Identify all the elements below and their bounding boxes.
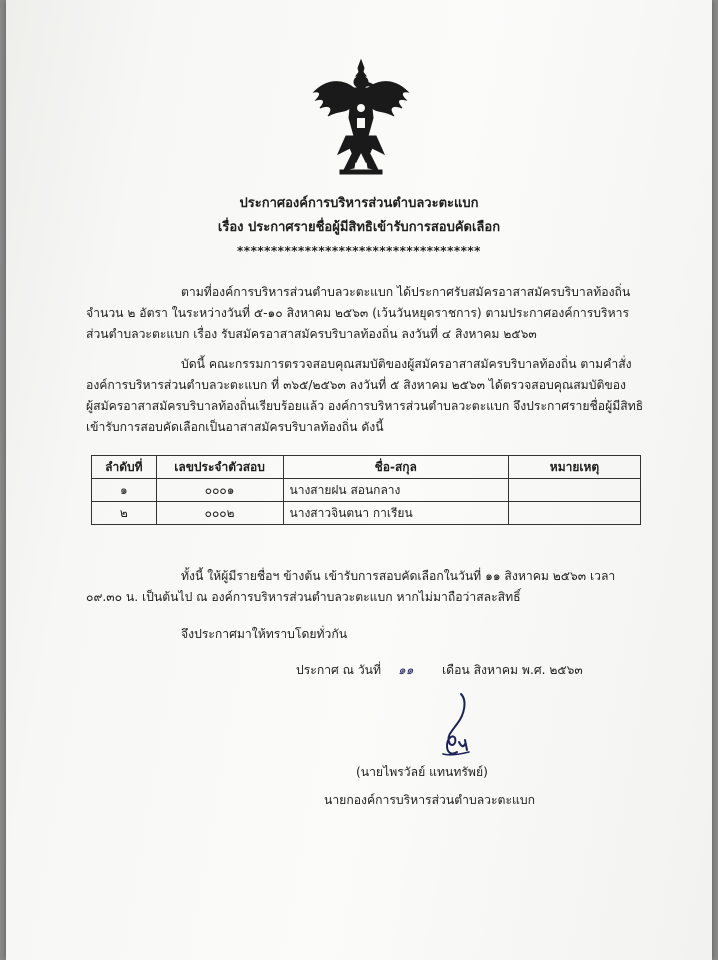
signer-position: นายกองค์การบริหารส่วนตำบลวะตะแบก — [324, 793, 535, 807]
candidates-table — [91, 455, 641, 525]
announcement-month-year: เดือน สิงหาคม พ.ศ. ๒๕๖๓ — [442, 663, 583, 677]
table-header-row — [92, 456, 641, 479]
cell-order: ๑ — [92, 479, 157, 502]
paragraph-2-line-1: บัดนี้ คณะกรรมการตรวจสอบคุณสมบัติของผู้สมัครอาสาสมัครบริบาลท้องถิ่น ตามคำสั่ง — [181, 357, 632, 371]
paragraph-3-line-2: ๐๙.๓๐ น. เป็นต้นไป ณ องค์การบริหารส่วนตำบลวะตะแบก หากไม่มาถือว่าสละสิทธิ์ — [86, 590, 521, 604]
cell-exam-id: ๐๐๐๑ — [156, 479, 283, 502]
paragraph-1-line-3: ส่วนตำบลวะตะแบก เรื่อง รับสมัครอาสาสมัครบริบาลท้องถิ่น ลงวันที่ ๔ สิงหาคม ๒๕๖๓ — [86, 327, 537, 341]
announcement-date-prefix: ประกาศ ณ วันที่ — [296, 663, 382, 677]
closing-statement: จึงประกาศมาให้ทราบโดยทั่วกัน — [181, 627, 348, 641]
announcement-day: ๑๑ — [398, 663, 414, 677]
column-header-order: ลำดับที่ — [92, 456, 157, 479]
cell-remark — [509, 502, 641, 525]
table-row — [92, 479, 641, 502]
cell-name: นางสาวจินตนา กาเรียน — [283, 502, 509, 525]
separator-stars: ************************************ — [237, 244, 481, 258]
garuda-emblem-icon — [306, 58, 416, 178]
announcement-subject: เรื่อง ประกาศรายชื่อผู้มีสิทธิเข้ารับการสอบคัดเลือก — [217, 220, 501, 235]
document-page — [6, 0, 712, 960]
paragraph-1-line-2: จำนวน ๒ อัตรา ในระหว่างวันที่ ๕-๑๐ สิงหาคม ๒๕๖๓ (เว้นวันหยุดราชการ) ตามประกาศองค์การบริหาร — [86, 306, 629, 320]
column-header-remark: หมายเหตุ — [509, 456, 641, 479]
cell-name: นางสายฝน สอนกลาง — [283, 479, 509, 502]
paragraph-3-line-1: ทั้งนี้ ให้ผู้มีรายชื่อฯ ข้างต้น เข้ารับการสอบคัดเลือกในวันที่ ๑๑ สิงหาคม ๒๕๖๓ เวลา — [181, 569, 616, 583]
paragraph-1-line-1: ตามที่องค์การบริหารส่วนตำบลวะตะแบก ได้ประกาศรับสมัครอาสาสมัครบริบาลท้องถิ่น — [181, 285, 631, 299]
signature-icon — [421, 690, 481, 770]
signer-name: (นายไพรวัลย์ แทนทรัพย์) — [356, 765, 488, 779]
paragraph-2-line-3: ผู้สมัครอาสาสมัครบริบาลท้องถิ่นเรียบร้อยแล้ว องค์การบริหารส่วนตำบลวะตะแบก จึงประกาศรายชื่อผู้มีสิทธิ — [86, 399, 644, 413]
cell-exam-id: ๐๐๐๒ — [156, 502, 283, 525]
column-header-exam-id: เลขประจำตัวสอบ — [156, 456, 283, 479]
paragraph-2-line-2: องค์การบริหารส่วนตำบลวะตะแบก ที่ ๓๖๕/๒๕๖๓ ลงวันที่ ๕ สิงหาคม ๒๕๖๓ ได้ตรวจสอบคุณสมบัติของ — [86, 378, 626, 392]
announcement-title: ประกาศองค์การบริหารส่วนตำบลวะตะแบก — [239, 196, 479, 211]
column-header-name: ชื่อ-สกุล — [283, 456, 509, 479]
cell-remark — [509, 479, 641, 502]
table-row — [92, 502, 641, 525]
cell-order: ๒ — [92, 502, 157, 525]
paragraph-2-line-4: เข้ารับการสอบคัดเลือกเป็นอาสาสมัครบริบาลท้องถิ่น ดังนี้ — [86, 420, 384, 434]
